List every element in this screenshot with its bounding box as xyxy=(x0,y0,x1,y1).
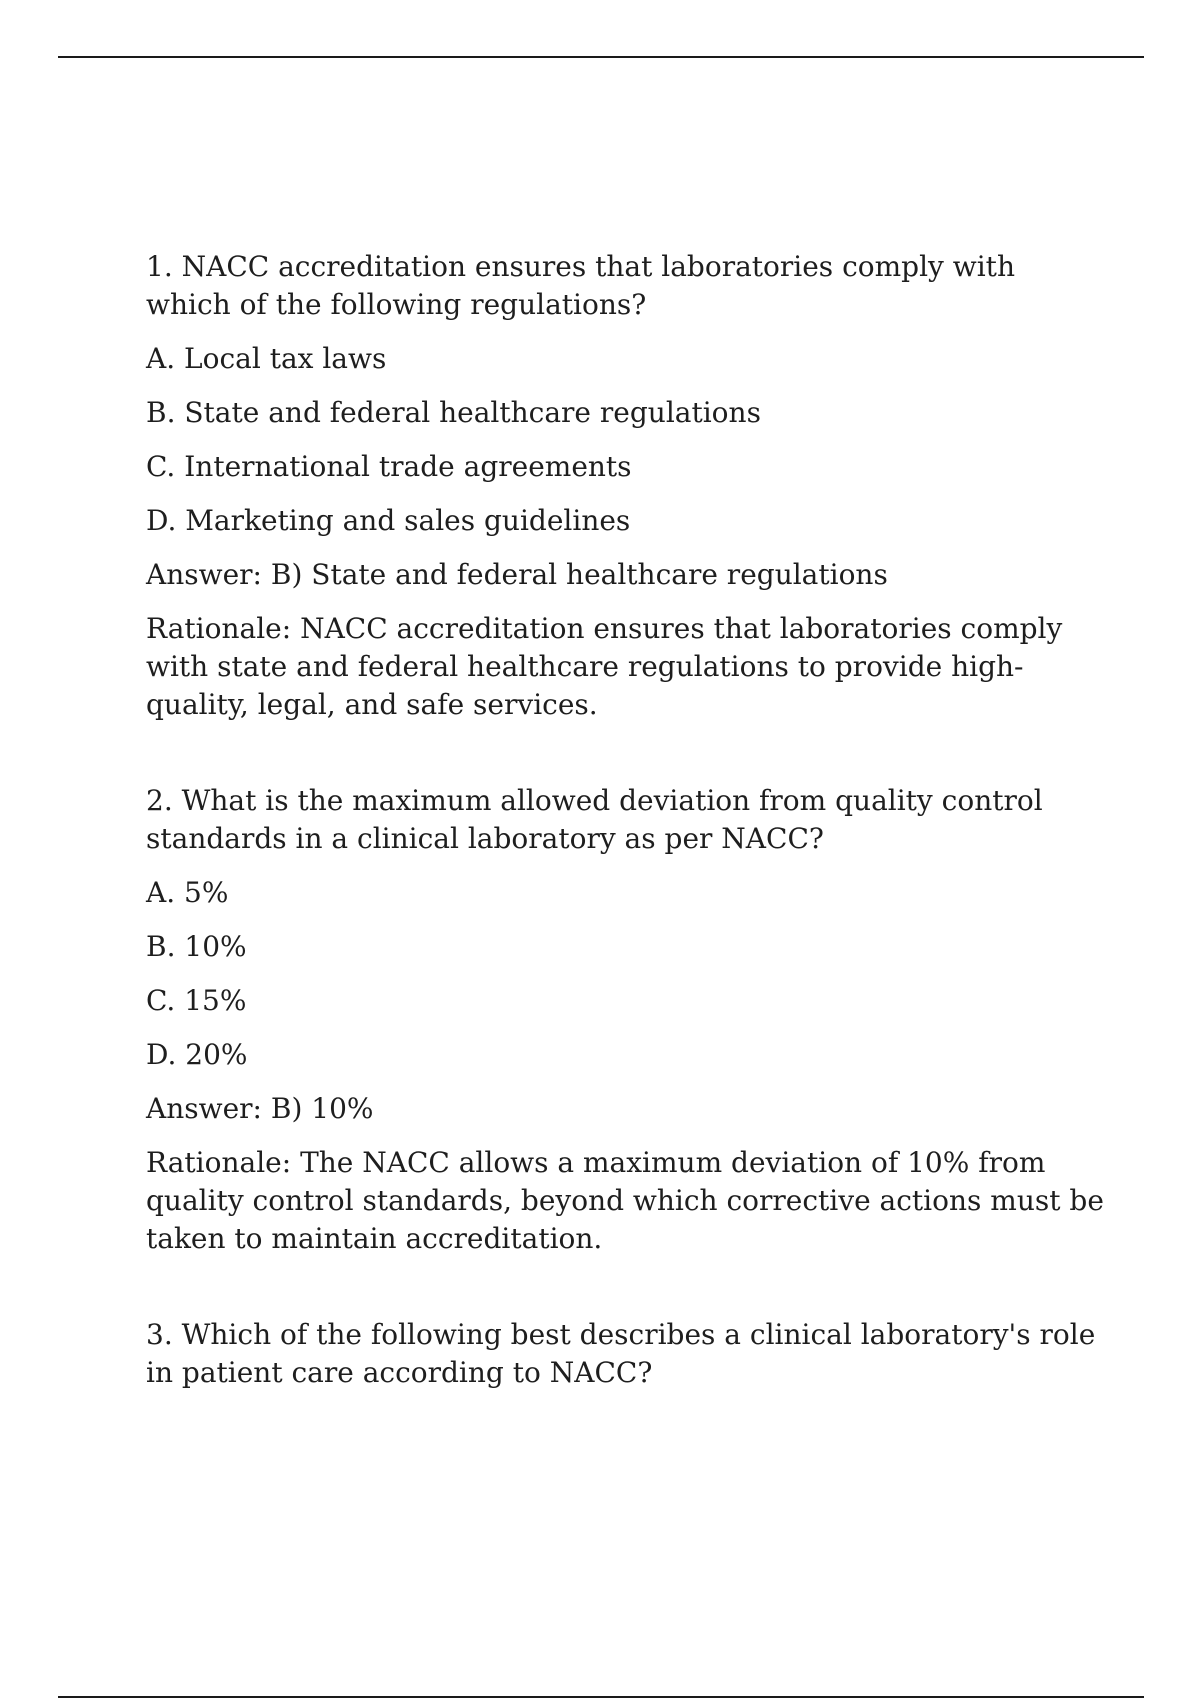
option-d: D. 20% xyxy=(146,1038,248,1071)
option-c: C. 15% xyxy=(146,984,247,1017)
option-a: A. 5% xyxy=(146,876,229,909)
document-body xyxy=(146,248,1106,1408)
option-b: B. State and federal healthcare regulations xyxy=(146,396,761,429)
option-b: B. 10% xyxy=(146,930,247,963)
top-rule xyxy=(58,56,1144,58)
question-block-2 xyxy=(146,782,1106,1258)
question-text: 3. Which of the following best describes a clinical laboratory's role in patient care according to NACC? xyxy=(146,1318,1096,1389)
option-c: C. International trade agreements xyxy=(146,450,632,483)
question-text: 2. What is the maximum allowed deviation from quality control standards in a clinical laboratory as per NACC? xyxy=(146,784,1043,855)
option-a: A. Local tax laws xyxy=(146,342,387,375)
answer-line: Answer: B) State and federal healthcare regulations xyxy=(146,558,888,591)
rationale-text: Rationale: The NACC allows a maximum deviation of 10% from quality control standards, beyond which corrective actions must be taken to maintain accreditation. xyxy=(146,1146,1104,1255)
question-block-1 xyxy=(146,248,1106,724)
bottom-rule xyxy=(58,1696,1144,1698)
rationale-text: Rationale: NACC accreditation ensures that laboratories comply with state and federal healthcare regulations to provide high-quality, legal, and safe services. xyxy=(146,612,1063,721)
question-block-3 xyxy=(146,1316,1106,1392)
question-text: 1. NACC accreditation ensures that laboratories comply with which of the following regulations? xyxy=(146,250,1015,321)
option-d: D. Marketing and sales guidelines xyxy=(146,504,631,537)
answer-line: Answer: B) 10% xyxy=(146,1092,374,1125)
